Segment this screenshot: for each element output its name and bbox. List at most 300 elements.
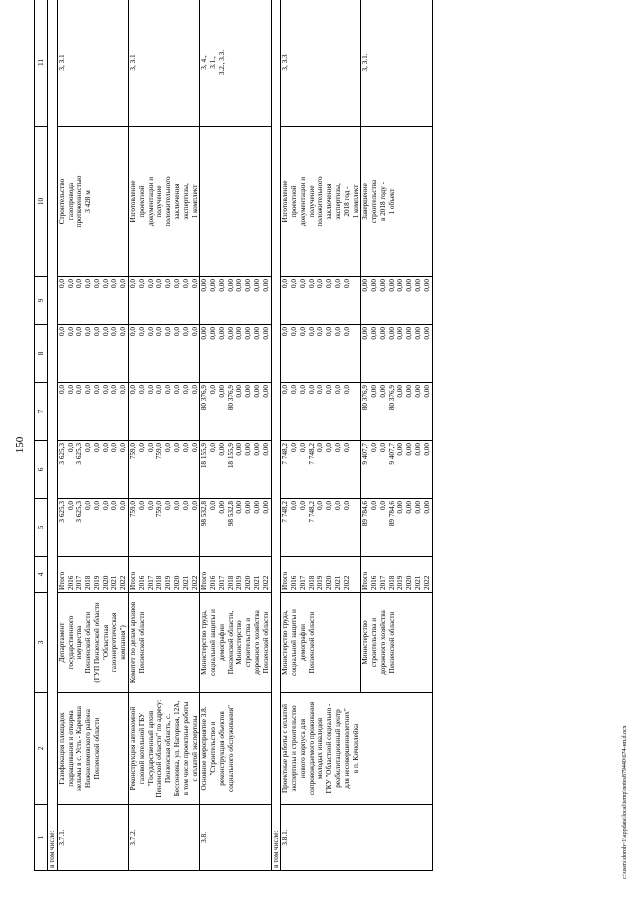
- total-cell: [281, 499, 361, 557]
- list-value: 0,0: [316, 327, 325, 336]
- list-value: 2019: [164, 575, 173, 590]
- list-value: 2021: [252, 575, 261, 590]
- list-value: 0,0: [342, 501, 351, 510]
- column-number: 8: [35, 325, 48, 383]
- list-value: 0,0: [84, 279, 93, 288]
- list-value: 7 748,2: [281, 501, 290, 523]
- list-value: 0,00: [370, 327, 379, 340]
- list-value: 2020: [101, 575, 110, 590]
- list-value: 2017: [75, 575, 84, 590]
- result-cell: Изготовление проектной документации и получение положительного заключения экспертизы, 2018 год - 1 комплект: [281, 127, 361, 277]
- other-sources-cell: [200, 277, 271, 325]
- list-value: 0,00: [261, 501, 270, 514]
- list-value: 98 532,8: [200, 501, 209, 527]
- list-value: 0,00: [252, 327, 261, 340]
- list-value: 0,00: [226, 279, 235, 292]
- list-value: 0,00: [405, 501, 414, 514]
- total-cell: [57, 499, 128, 557]
- list-value: 80 376,9: [387, 385, 396, 411]
- regional-budget-cell: [129, 441, 200, 499]
- list-value: 2020: [325, 575, 334, 590]
- column-number: 4: [35, 557, 48, 593]
- list-value: 0,00: [405, 385, 414, 398]
- list-value: 0,00: [387, 279, 396, 292]
- list-value: 0,00: [414, 327, 423, 340]
- list-value: 0,0: [190, 385, 199, 394]
- list-value: 0,0: [190, 443, 199, 452]
- total-cell: [200, 499, 271, 557]
- list-value: 2022: [119, 575, 128, 590]
- list-value: 0,0: [155, 327, 164, 336]
- list-value: 0,0: [342, 279, 351, 288]
- result-cell: Строительство газопровода протяженностью 3 428 м: [57, 127, 128, 277]
- list-value: 0,0: [92, 279, 101, 288]
- footer-path: c:\users\doroh~1\appdata\local\temp\notes879440\674-нп.d.ocx: [622, 725, 628, 879]
- list-value: 0,0: [164, 501, 173, 510]
- section-label: в том числе:: [271, 0, 281, 871]
- list-value: 0,0: [290, 385, 299, 394]
- list-value: 0,0: [334, 327, 342, 336]
- list-value: Итого: [200, 571, 209, 590]
- local-budget-cell: [57, 325, 128, 383]
- list-value: 0,0: [129, 279, 138, 288]
- other-sources-cell: [361, 277, 432, 325]
- list-value: Итого: [57, 571, 66, 590]
- list-value: 2018: [307, 575, 316, 590]
- list-value: 0,0: [342, 443, 351, 452]
- section-label: в том числе:: [48, 0, 58, 871]
- list-value: 0,00: [405, 327, 414, 340]
- list-value: 0,00: [414, 279, 423, 292]
- list-value: 0,00: [414, 443, 423, 456]
- list-value: 89 784,6: [387, 501, 396, 527]
- list-value: 0,0: [101, 443, 110, 452]
- goal-cell: 3, 3.1: [129, 0, 200, 127]
- list-value: 0,0: [342, 385, 351, 394]
- list-value: 0,00: [261, 279, 270, 292]
- list-value: 0,00: [396, 385, 405, 398]
- list-value: 0,0: [378, 443, 387, 452]
- list-value: 0,00: [396, 327, 405, 340]
- list-value: 2016: [290, 575, 299, 590]
- list-value: 0,0: [298, 501, 307, 510]
- other-sources-cell: [281, 277, 361, 325]
- list-value: 0,0: [66, 385, 75, 394]
- list-value: 0,0: [334, 501, 342, 510]
- total-cell: [361, 499, 432, 557]
- list-value: 0,0: [101, 385, 110, 394]
- list-value: 2016: [137, 575, 146, 590]
- list-value: 2021: [181, 575, 190, 590]
- list-value: 0,0: [172, 385, 181, 394]
- list-value: 2022: [422, 575, 431, 590]
- list-value: 759,0: [129, 501, 138, 518]
- list-value: 0,0: [57, 385, 66, 394]
- list-value: 2019: [316, 575, 325, 590]
- list-value: 0,00: [209, 327, 218, 340]
- list-value: 0,0: [164, 385, 173, 394]
- list-value: 0,0: [84, 327, 93, 336]
- total-cell: [129, 499, 200, 557]
- list-value: 80 376,9: [200, 385, 209, 411]
- list-value: 0,0: [190, 279, 199, 288]
- list-value: 0,0: [190, 501, 199, 510]
- goal-cell: 3, 3.3: [281, 0, 361, 127]
- list-value: 0,0: [146, 501, 155, 510]
- item-number: 3.8.: [200, 805, 271, 871]
- years-cell: [129, 557, 200, 593]
- list-value: 0,0: [316, 385, 325, 394]
- list-value: 0,0: [181, 443, 190, 452]
- list-value: 2020: [405, 575, 414, 590]
- list-value: 0,0: [155, 279, 164, 288]
- list-value: 2018: [226, 575, 235, 590]
- list-value: 0,00: [387, 327, 396, 340]
- list-value: 0,0: [101, 279, 110, 288]
- list-value: 0,00: [261, 385, 270, 398]
- list-value: 2022: [190, 575, 199, 590]
- list-value: 0,0: [209, 443, 218, 452]
- list-value: 98 532,8: [226, 501, 235, 527]
- list-value: 9 407,7: [387, 443, 396, 465]
- result-cell: Завершение строительства в 2018 году - 1 объект: [361, 127, 432, 277]
- column-number: 2: [35, 693, 48, 805]
- list-value: 0,00: [252, 501, 261, 514]
- list-value: 0,0: [84, 501, 93, 510]
- list-value: 0,00: [422, 443, 431, 456]
- list-value: 0,00: [217, 327, 226, 340]
- federal-budget-cell: [200, 383, 271, 441]
- list-value: 0,0: [209, 501, 218, 510]
- list-value: 0,0: [164, 327, 173, 336]
- list-value: 0,00: [252, 385, 261, 398]
- list-value: 0,0: [209, 385, 218, 394]
- list-value: 0,0: [137, 443, 146, 452]
- list-value: Итого: [281, 571, 290, 590]
- list-value: 0,0: [66, 443, 75, 452]
- list-value: 0,00: [252, 279, 261, 292]
- local-budget-cell: [200, 325, 271, 383]
- list-value: 0,00: [226, 327, 235, 340]
- list-value: 0,00: [405, 443, 414, 456]
- local-budget-cell: [361, 325, 432, 383]
- list-value: Итого: [361, 571, 370, 590]
- regional-budget-cell: [361, 441, 432, 499]
- item-name: Реконструкция автономной газовой котельной ГБУ "Государственный архив Пензенской области" по адресу: Пензенская область, с. Бессоновка, ул. Нагорная, 12А, в том числе проектные работы с оплатой экспертизы: [129, 693, 200, 805]
- list-value: 0,0: [92, 385, 101, 394]
- list-value: 0,0: [307, 279, 316, 288]
- list-value: 0,00: [261, 327, 270, 340]
- column-number: 9: [35, 277, 48, 325]
- list-value: 0,0: [146, 279, 155, 288]
- list-value: 18 155,9: [226, 443, 235, 469]
- list-value: 2018: [84, 575, 93, 590]
- list-value: 0,0: [137, 327, 146, 336]
- regional-budget-cell: [281, 441, 361, 499]
- list-value: 0,00: [370, 385, 379, 398]
- list-value: 0,0: [325, 501, 334, 510]
- list-value: 0,0: [181, 385, 190, 394]
- list-value: 0,0: [190, 327, 199, 336]
- list-value: 0,0: [172, 327, 181, 336]
- list-value: 0,00: [217, 443, 226, 456]
- item-number: 3.7.1.: [57, 805, 128, 871]
- federal-budget-cell: [361, 383, 432, 441]
- list-value: 2019: [92, 575, 101, 590]
- list-value: 0,00: [244, 279, 253, 292]
- list-value: 0,00: [378, 385, 387, 398]
- years-cell: [200, 557, 271, 593]
- item-name: Проектные работы с оплатой экспертизы и строительство нового корпуса для сопровождаемого проживания молодых инвалидов ГКУ "Областной социально - реабилитационный центр для несовершеннолетних" в п. Кичкилейка: [281, 693, 432, 805]
- list-value: 0,0: [75, 327, 84, 336]
- list-value: 2022: [261, 575, 270, 590]
- list-value: 2017: [146, 575, 155, 590]
- list-value: 0,0: [137, 279, 146, 288]
- list-value: 0,00: [235, 501, 244, 514]
- result-cell: [200, 127, 271, 277]
- list-value: 0,00: [422, 279, 431, 292]
- years-cell: [361, 557, 432, 593]
- list-value: 0,00: [209, 279, 218, 292]
- item-executor: Министерство строительства и дорожного хозяйства Пензенской области: [361, 593, 432, 693]
- list-value: 0,00: [200, 327, 209, 340]
- list-value: 759,0: [155, 501, 164, 518]
- list-value: 0,00: [244, 501, 253, 514]
- federal-budget-cell: [57, 383, 128, 441]
- list-value: 2016: [370, 575, 379, 590]
- list-value: 0,00: [235, 385, 244, 398]
- item-name: Газификация площадок подращивания и откорма нельмы в с. Усть - Каремша Нижнеломовского района Пензенской области: [57, 693, 128, 805]
- list-value: 0,0: [92, 501, 101, 510]
- column-number: 10: [35, 127, 48, 277]
- list-value: 0,00: [261, 443, 270, 456]
- list-value: 0,00: [361, 327, 370, 340]
- list-value: 0,0: [334, 279, 342, 288]
- list-value: 3 625,3: [57, 443, 66, 465]
- years-cell: [57, 557, 128, 593]
- list-value: 0,00: [378, 327, 387, 340]
- list-value: 2019: [396, 575, 405, 590]
- list-value: 0,0: [316, 279, 325, 288]
- list-value: 0,00: [244, 385, 253, 398]
- list-value: 0,00: [370, 279, 379, 292]
- list-value: 0,00: [378, 279, 387, 292]
- list-value: 0,0: [316, 501, 325, 510]
- list-value: 0,00: [396, 443, 405, 456]
- column-number: 11: [35, 0, 48, 127]
- list-value: 0,0: [316, 443, 325, 452]
- list-value: 759,0: [129, 443, 138, 460]
- local-budget-cell: [129, 325, 200, 383]
- list-value: 0,0: [181, 327, 190, 336]
- list-value: 0,0: [129, 327, 138, 336]
- list-value: 7 748,2: [307, 443, 316, 465]
- list-value: 0,0: [370, 443, 379, 452]
- list-value: Итого: [129, 571, 138, 590]
- list-value: 0,0: [290, 279, 299, 288]
- list-value: 2018: [387, 575, 396, 590]
- column-number-row: [35, 0, 48, 871]
- list-value: 0,00: [414, 385, 423, 398]
- goal-cell: 3, 4., 3.1., 3.2., 3.3.: [200, 0, 271, 127]
- section-row: [271, 0, 281, 871]
- list-value: 0,0: [119, 327, 128, 336]
- section-row: [48, 0, 58, 871]
- list-value: 0,0: [290, 327, 299, 336]
- list-value: 0,0: [137, 501, 146, 510]
- item-executor: Министерство труда, социальной защиты и демографии Пензенской области: [281, 593, 361, 693]
- list-value: 0,0: [92, 443, 101, 452]
- item-name: Основное мероприятие 3.8. "Строительство и реконструкция объектов социального обслуживания": [200, 693, 271, 805]
- list-value: 0,00: [361, 279, 370, 292]
- list-value: 0,0: [281, 279, 290, 288]
- list-value: 0,0: [334, 443, 342, 452]
- goal-cell: 3, 3.1.: [361, 0, 432, 127]
- list-value: 0,0: [172, 443, 181, 452]
- other-sources-cell: [129, 277, 200, 325]
- list-value: 2017: [298, 575, 307, 590]
- list-value: 2018: [155, 575, 164, 590]
- list-value: 0,0: [325, 385, 334, 394]
- list-value: 0,0: [281, 385, 290, 394]
- list-value: 0,0: [155, 385, 164, 394]
- local-budget-cell: [281, 325, 361, 383]
- list-value: 0,0: [290, 443, 299, 452]
- list-value: 0,0: [325, 443, 334, 452]
- list-value: 0,0: [119, 501, 128, 510]
- list-value: 2022: [342, 575, 351, 590]
- list-value: 0,0: [146, 327, 155, 336]
- list-value: 80 376,9: [226, 385, 235, 411]
- list-value: 0,00: [396, 279, 405, 292]
- list-value: 0,00: [405, 279, 414, 292]
- list-value: 0,00: [235, 327, 244, 340]
- list-value: 2017: [217, 575, 226, 590]
- table-row: [57, 0, 128, 871]
- list-value: 0,0: [298, 443, 307, 452]
- list-value: 3 625,3: [75, 501, 84, 523]
- list-value: 0,0: [75, 279, 84, 288]
- list-value: 2020: [244, 575, 253, 590]
- list-value: 7 748,2: [281, 443, 290, 465]
- list-value: 0,0: [298, 327, 307, 336]
- list-value: 0,0: [146, 385, 155, 394]
- list-value: 0,0: [119, 279, 128, 288]
- list-value: 0,0: [84, 443, 93, 452]
- list-value: 0,0: [66, 327, 75, 336]
- list-value: 0,0: [146, 443, 155, 452]
- list-value: 0,0: [325, 327, 334, 336]
- regional-budget-cell: [57, 441, 128, 499]
- list-value: 2020: [172, 575, 181, 590]
- list-value: 0,00: [217, 279, 226, 292]
- list-value: 0,0: [92, 327, 101, 336]
- list-value: 0,00: [235, 279, 244, 292]
- list-value: 89 784,6: [361, 501, 370, 527]
- list-value: 0,0: [84, 385, 93, 394]
- list-value: 0,0: [298, 385, 307, 394]
- list-value: 0,00: [252, 443, 261, 456]
- other-sources-cell: [57, 277, 128, 325]
- list-value: 0,0: [378, 501, 387, 510]
- list-value: 0,0: [101, 501, 110, 510]
- list-value: 0,0: [119, 385, 128, 394]
- list-value: 0,0: [129, 385, 138, 394]
- list-value: 0,0: [172, 279, 181, 288]
- column-number: 7: [35, 383, 48, 441]
- list-value: 0,00: [422, 501, 431, 514]
- list-value: 0,00: [200, 279, 209, 292]
- list-value: 0,0: [110, 385, 119, 394]
- column-number: 5: [35, 499, 48, 557]
- list-value: 0,0: [325, 279, 334, 288]
- goal-cell: 3, 3.1: [57, 0, 128, 127]
- list-value: 0,0: [57, 279, 66, 288]
- column-number: 1: [35, 805, 48, 871]
- list-value: 0,0: [110, 327, 119, 336]
- program-table: [34, 0, 433, 871]
- list-value: 9 407,7: [361, 443, 370, 465]
- list-value: 2021: [110, 575, 119, 590]
- list-value: 2016: [66, 575, 75, 590]
- table-row: [281, 0, 361, 871]
- federal-budget-cell: [281, 383, 361, 441]
- list-value: 0,0: [181, 501, 190, 510]
- list-value: 0,00: [235, 443, 244, 456]
- list-value: 2021: [334, 575, 342, 590]
- list-value: 0,0: [75, 385, 84, 394]
- list-value: 2017: [378, 575, 387, 590]
- list-value: 0,0: [290, 501, 299, 510]
- list-value: 0,0: [370, 501, 379, 510]
- item-number: 3.7.2.: [129, 805, 200, 871]
- list-value: 0,0: [110, 501, 119, 510]
- list-value: 0,0: [342, 327, 351, 336]
- list-value: 0,0: [181, 279, 190, 288]
- list-value: 0,00: [422, 327, 431, 340]
- item-executor: Министерство труда, социальной защиты и демографии Пензенской области, Министерство строительства и дорожного хозяйства Пензенской области: [200, 593, 271, 693]
- item-number: 3.8.1.: [281, 805, 432, 871]
- list-value: 0,0: [164, 279, 173, 288]
- list-value: 0,0: [66, 279, 75, 288]
- list-value: 2021: [414, 575, 423, 590]
- list-value: 3 625,3: [57, 501, 66, 523]
- page-number: 150: [14, 436, 26, 454]
- list-value: 0,0: [281, 327, 290, 336]
- list-value: 0,00: [244, 443, 253, 456]
- list-value: 0,00: [414, 501, 423, 514]
- list-value: 0,0: [307, 385, 316, 394]
- list-value: 0,0: [66, 501, 75, 510]
- years-cell: [281, 557, 361, 593]
- list-value: 2016: [209, 575, 218, 590]
- federal-budget-cell: [129, 383, 200, 441]
- list-value: 2019: [235, 575, 244, 590]
- item-executor: Комитет по делам архивов Пензенской области: [129, 593, 200, 693]
- list-value: 0,0: [119, 443, 128, 452]
- list-value: 0,0: [307, 327, 316, 336]
- list-value: 0,0: [334, 385, 342, 394]
- table-row: [129, 0, 200, 871]
- column-number: 3: [35, 593, 48, 693]
- item-executor: Департамент государственного имущества Пензенской области (ГУП Пензенской области "Областная газоэнергетическая компания"): [57, 593, 128, 693]
- list-value: 18 155,9: [200, 443, 209, 469]
- table-row: [200, 0, 271, 871]
- result-cell: Изготовление проектной документации и получение положительного заключения экспертизы, 1 комплект: [129, 127, 200, 277]
- list-value: 80 376,9: [361, 385, 370, 411]
- list-value: 0,00: [217, 385, 226, 398]
- list-value: 0,00: [396, 501, 405, 514]
